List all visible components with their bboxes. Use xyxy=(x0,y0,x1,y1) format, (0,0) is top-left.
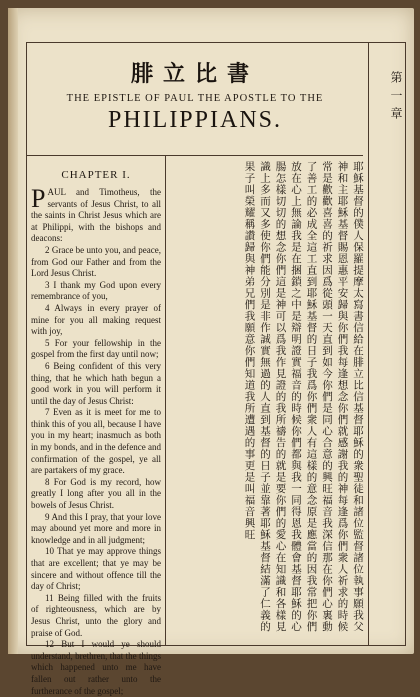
verse-8: 8 For God is my record, how greatly I long after you all in the bowels of Jesus Christ. xyxy=(31,476,161,511)
page-gutter xyxy=(8,8,18,654)
verse-4: 4 Always in every prayer of mine for you all making request with joy, xyxy=(31,302,161,337)
page-header xyxy=(27,43,363,156)
verse-9: 9 And this I pray, that your love may abound yet more and more in knowledge and in all judgment; xyxy=(31,511,161,545)
chinese-text: 耶穌基督的僕人保羅提摩太寫書信給在腓立比信基督耶穌的衆聖徒和諸位監督諸位執事願我父神和主耶穌基督賜恩惠平安歸與你們我每逢想念你們就感謝我的神每逢爲你們衆人祈求的時候常是歡歡喜喜的祈求因爲從頭一天直到如今你們是同心合意的興旺福音我深信那在你們心裏動了善工的必成全這工直到耶穌基督的日子我爲你們衆人有這樣的意念原是應當的因我常把你們放在心上無論我是在捆鎖之中是辯明證實福音的時候你們都與我一同得恩我體會基督耶穌的心腸怎樣切切的想念你們這是神可以爲我作見證的我所禱告的就是要你們的愛心在知識和各樣見識上多而又多使你們能分別是非作誠實無過的人直到基督的日子並靠著耶穌基督結滿了仁義的果子叫榮耀稱讚歸與神弟兄們我願意你們知道我所遭遇的事更是叫福音興旺 xyxy=(243,161,364,633)
chinese-chapter-column xyxy=(368,43,405,645)
chapter-heading: CHAPTER I. xyxy=(61,169,131,181)
verse-7: 7 Even as it is meet for me to think this of you all, because I have you in my heart; inasmuch as both in my bonds, and in the defence and confirmation of the gospel, ye all are partakers of my grace. xyxy=(31,407,161,476)
verse-11: 11 Being filled with the fruits of righteousness, which are by Jesus Christ, unto the glory and praise of God. xyxy=(31,592,161,638)
drop-cap: P xyxy=(31,184,46,213)
verse-1 xyxy=(31,184,161,245)
verse-12: 12 But I would ye should understand, brethren, that the things which happened unto me have fallen out rather unto the furtherance of the gospel; xyxy=(31,639,161,696)
text-frame xyxy=(26,42,406,696)
verse-3: 3 I thank my God upon every remembrance of you, xyxy=(31,279,161,302)
column-divider xyxy=(165,155,166,645)
chinese-column xyxy=(169,161,365,639)
english-book-name: PHILIPPIANS. xyxy=(107,107,283,133)
bible-page xyxy=(8,8,414,696)
chinese-book-title: 腓立比書 xyxy=(130,62,259,87)
english-column xyxy=(31,169,161,697)
chinese-chapter-label: 第一章 xyxy=(389,71,403,125)
verse-10: 10 That ye may approve things that are excellent; that ye may be sincere and without offence till the day of Christ; xyxy=(31,546,161,592)
verse-2: 2 Grace be unto you, and peace, from God our Father and from the Lord Jesus Christ. xyxy=(31,244,161,279)
english-epistle-title: THE EPISTLE OF PAUL THE APOSTLE TO THE xyxy=(66,93,324,104)
verse-6: 6 Being confident of this very thing, that he which hath begun a good work in you will perform it until the day of Jesus Christ: xyxy=(31,360,161,406)
verse-text: AUL and Timotheus, the servants of Jesus Christ, to all the saints in Christ Jesus which are at Philippi, with the bishops and deacons: xyxy=(31,187,161,244)
verse-5: 5 For your fellowship in the gospel from the first day until now; xyxy=(31,337,161,360)
